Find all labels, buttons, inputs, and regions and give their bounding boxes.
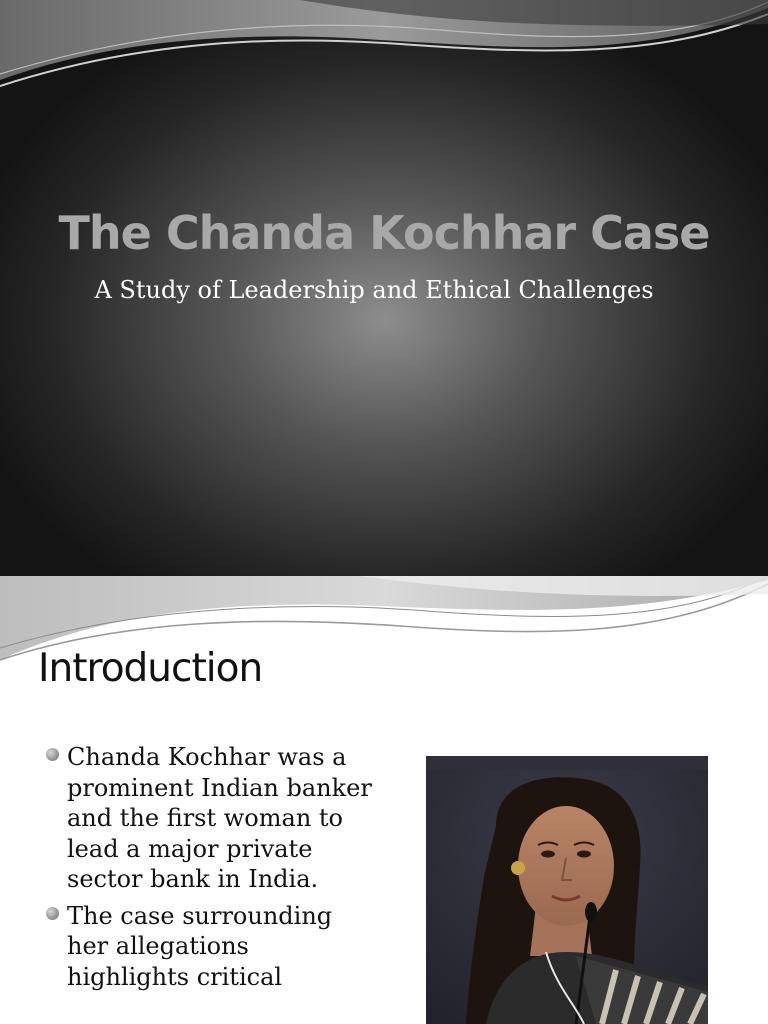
slide-heading: Introduction <box>38 646 263 691</box>
bullet-icon <box>46 748 59 761</box>
bullet-text: The case surrounding her allegations highlights critical <box>67 901 333 991</box>
list-item <box>46 901 376 993</box>
bullet-text: Chanda Kochhar was a prominent Indian banker and the first woman to lead a major private sector bank in India. <box>67 743 372 893</box>
content-slide <box>0 576 768 1024</box>
bullet-icon <box>46 907 59 920</box>
slide-subtitle: A Study of Leadership and Ethical Challenges <box>94 276 654 304</box>
slide-title: The Chanda Kochhar Case <box>58 206 710 260</box>
bullet-list <box>46 742 376 998</box>
speaker-photo <box>426 756 708 1024</box>
decorative-swoosh-top <box>0 0 768 110</box>
list-item <box>46 742 376 895</box>
